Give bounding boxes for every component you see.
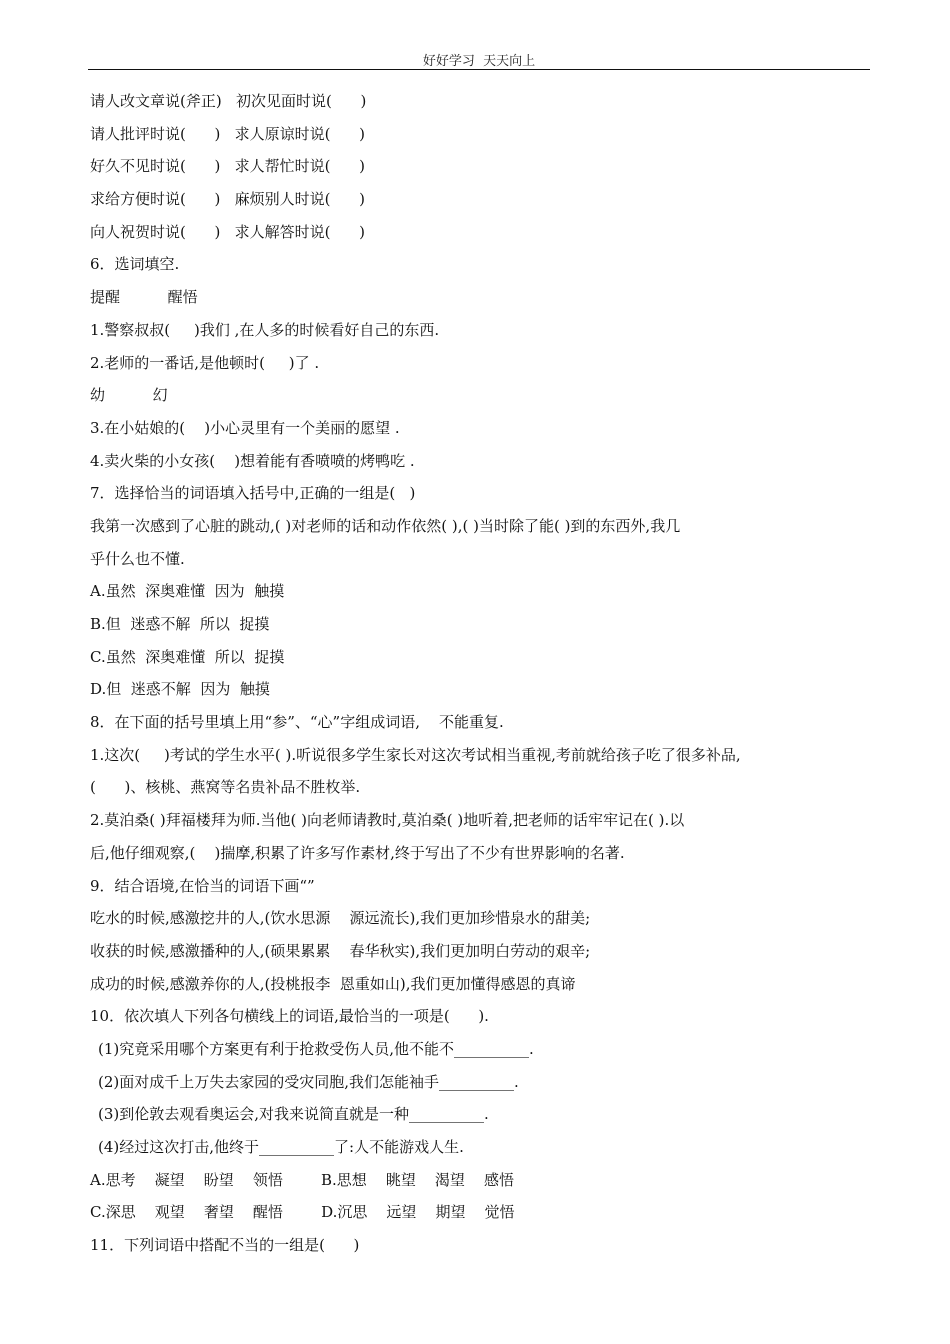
sub-item-1: (1)究竟采用哪个方案更有利于抢救受伤人员,他不能不__________. (98, 1039, 534, 1058)
text-line: ( )、核桃、燕窝等名贵补品不胜枚举. (90, 778, 361, 797)
text-line: 求给方便时说( ) 麻烦别人时说( ) (90, 190, 365, 209)
option-d: D.但 迷惑不解 因为 触摸 (90, 680, 270, 699)
question-heading-10: 10．依次填人下列各句横线上的词语,最恰当的一项是( ). (90, 1007, 489, 1026)
text-line: 收获的时候,感激播种的人,(硕果累累 春华秋实),我们更加明白劳动的艰辛; (90, 941, 591, 960)
question-heading-6: 6．选词填空. (90, 255, 180, 274)
text-line: 请人改文章说(斧正) 初次见面时说( ) (90, 92, 367, 110)
options-c-d: C.深思 观望 奢望 醒悟 D.沉思 远望 期望 觉悟 (90, 1203, 515, 1222)
text-line: 1.警察叔叔( )我们 ,在人多的时候看好自己的东西. (90, 320, 440, 339)
text-line: 4.卖火柴的小女孩( )想着能有香喷喷的烤鸭吃 . (90, 451, 415, 470)
text-line: 2.莫泊桑( )拜福楼拜为师.当他( )向老师请教时,莫泊桑( )地听着,把老师的话牢牢记在( ).以 (90, 811, 685, 830)
question-heading-8: 8．在下面的括号里填上用“参”、“心”字组成词语, 不能重复. (90, 713, 504, 732)
word-choices: 幼 幻 (90, 386, 168, 405)
text-line: 好久不见时说( ) 求人帮忙时说( ) (90, 157, 365, 176)
word-choices: 提醒 醒悟 (90, 288, 198, 307)
option-c: C.虽然 深奥难懂 所以 捉摸 (90, 647, 285, 666)
text-line: 乎什么也不懂. (90, 549, 185, 568)
question-heading-7: 7．选择恰当的词语填入括号中,正确的一组是( ) (90, 484, 416, 503)
sub-item-3: (3)到伦敦去观看奥运会,对我来说简直就是一种__________. (98, 1105, 489, 1124)
question-heading-9: 9．结合语境,在恰当的词语下画“” (90, 876, 315, 895)
text-line: 吃水的时候,感激挖井的人,(饮水思源 源远流长),我们更加珍惜泉水的甜美; (90, 909, 591, 928)
document-body (90, 89, 860, 1266)
header-divider (88, 69, 870, 70)
option-b: B.但 迷惑不解 所以 捉摸 (90, 615, 270, 633)
text-line: 3.在小姑娘的( )小心灵里有一个美丽的愿望 . (90, 418, 400, 437)
sub-item-2: (2)面对成千上万失去家园的受灾同胞,我们怎能袖手__________. (98, 1072, 519, 1091)
text-line: 1.这次( )考试的学生水平( ).听说很多学生家长对这次考试相当重视,考前就给孩子吃了很多补品, (90, 745, 741, 764)
text-line: 成功的时候,感激养你的人,(投桃报李 恩重如山),我们更加懂得感恩的真谛 (90, 974, 576, 993)
sub-item-4: (4)经过这次打击,他终于__________了:人不能游戏人生. (98, 1138, 464, 1156)
text-line: 我第一次感到了心脏的跳动,( )对老师的话和动作依然( ),( )当时除了能( )到的东西外,我几 (90, 516, 681, 535)
text-line: 向人祝贺时说( ) 求人解答时说( ) (90, 222, 365, 241)
option-a: A.虽然 深奥难懂 因为 触摸 (90, 582, 285, 601)
page-header: 好好学习 天天向上 (422, 54, 536, 69)
text-line: 请人批评时说( ) 求人原谅时说( ) (90, 124, 365, 143)
text-line: 2.老师的一番话,是他顿时( )了 . (90, 353, 320, 372)
options-a-b: A.思考 凝望 盼望 领悟 B.思想 眺望 渴望 感悟 (90, 1170, 514, 1189)
question-heading-11: 11．下列词语中搭配不当的一组是( ) (90, 1236, 360, 1255)
text-line: 后,他仔细观察,( )揣摩,积累了许多写作素材,终于写出了不少有世界影响的名著. (90, 843, 625, 862)
